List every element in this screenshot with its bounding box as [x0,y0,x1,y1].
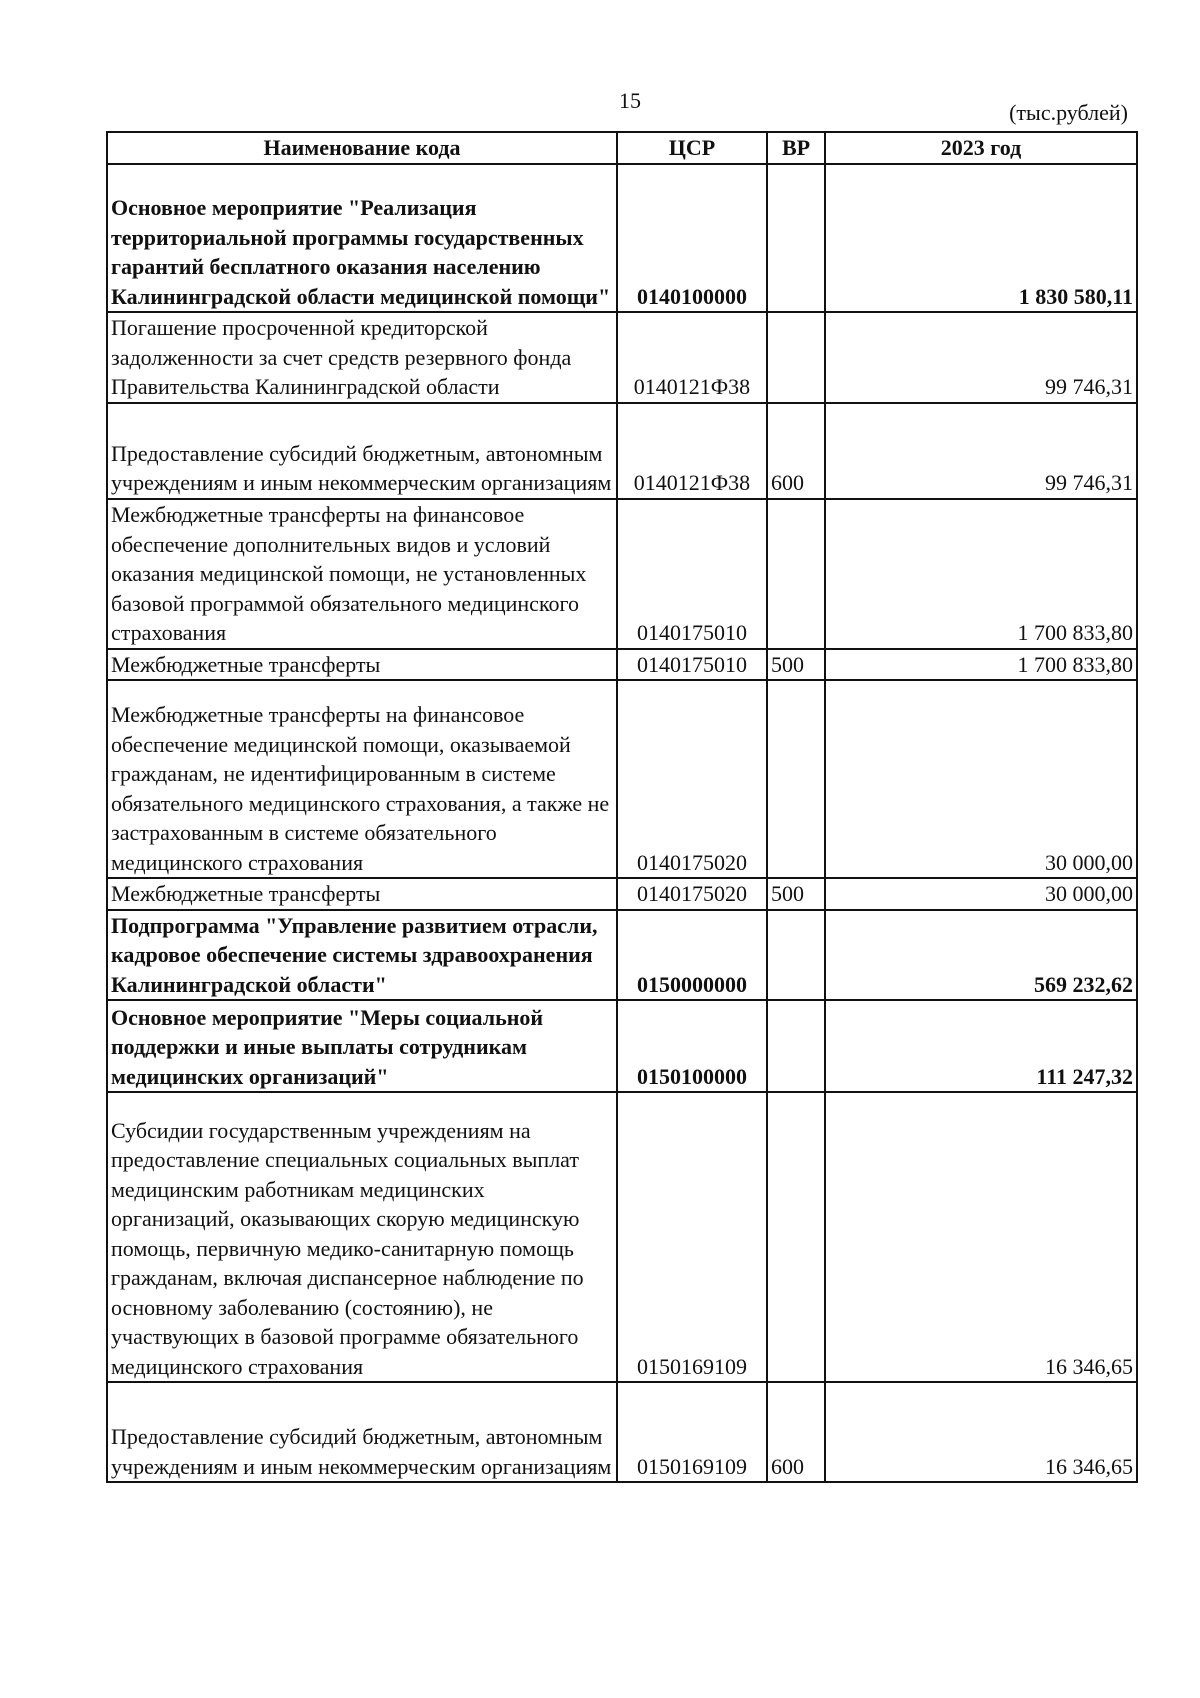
table-header-row [107,132,1137,164]
table-row [107,680,1137,878]
row-amount: 1 830 580,11 [825,164,1137,312]
row-csr: 0150100000 [617,1000,767,1092]
row-csr: 0140175020 [617,680,767,878]
row-vr: 600 [767,403,825,499]
table-row [107,403,1137,499]
table-row [107,164,1137,312]
header-vr: ВР [767,132,825,164]
row-name: Межбюджетные трансферты [107,649,617,681]
table-row [107,649,1137,681]
row-vr: 500 [767,878,825,910]
row-vr [767,312,825,403]
row-csr: 0150169109 [617,1382,767,1482]
row-name: Межбюджетные трансферты на финансовое обеспечение дополнительных видов и условий оказания медицинской помощи, не установленных базовой программой обязательного медицинского страхования [107,499,617,649]
row-amount: 16 346,65 [825,1092,1137,1382]
row-vr [767,1092,825,1382]
row-vr [767,164,825,312]
row-csr: 0140175020 [617,878,767,910]
row-amount: 30 000,00 [825,878,1137,910]
row-csr: 0150000000 [617,910,767,1001]
table-row [107,878,1137,910]
units-label: (тыс.рублей) [1009,100,1128,125]
header-year: 2023 год [825,132,1137,164]
page-number: 15 [619,88,641,113]
row-name: Предоставление субсидий бюджетным, автономным учреждениям и иным некоммерческим организациям [107,403,617,499]
row-csr: 0140121Ф38 [617,312,767,403]
row-csr: 0140100000 [617,164,767,312]
row-name: Межбюджетные трансферты на финансовое обеспечение медицинской помощи, оказываемой гражданам, не идентифицированным в системе обязательного медицинского страхования, а также не застрахованным в системе обязательного медицинского страхования [107,680,617,878]
row-amount: 569 232,62 [825,910,1137,1001]
table-row [107,910,1137,1001]
row-name: Межбюджетные трансферты [107,878,617,910]
table-row [107,312,1137,403]
row-amount: 1 700 833,80 [825,649,1137,681]
row-csr: 0140121Ф38 [617,403,767,499]
row-amount: 16 346,65 [825,1382,1137,1482]
row-csr: 0150169109 [617,1092,767,1382]
row-amount: 99 746,31 [825,403,1137,499]
row-vr [767,680,825,878]
row-name: Основное мероприятие "Меры социальной поддержки и иные выплаты сотрудникам медицинских организаций" [107,1000,617,1092]
header-csr: ЦСР [617,132,767,164]
budget-table [106,131,1138,1483]
header-name: Наименование кода [107,132,617,164]
row-vr [767,910,825,1001]
row-csr: 0140175010 [617,649,767,681]
row-name: Погашение просроченной кредиторской задолженности за счет средств резервного фонда Правительства Калининградской области [107,312,617,403]
row-vr [767,499,825,649]
row-name: Подпрограмма "Управление развитием отрасли, кадровое обеспечение системы здравоохранения Калининградской области" [107,910,617,1001]
row-amount: 111 247,32 [825,1000,1137,1092]
row-amount: 99 746,31 [825,312,1137,403]
row-csr: 0140175010 [617,499,767,649]
row-vr [767,1000,825,1092]
row-name: Основное мероприятие "Реализация территориальной программы государственных гарантий бесплатного оказания населению Калининградской области медицинской помощи" [107,164,617,312]
row-vr: 500 [767,649,825,681]
table-row [107,1092,1137,1382]
row-vr: 600 [767,1382,825,1482]
table-row [107,1000,1137,1092]
table-row [107,1382,1137,1482]
row-amount: 1 700 833,80 [825,499,1137,649]
row-name: Предоставление субсидий бюджетным, автономным учреждениям и иным некоммерческим организациям [107,1382,617,1482]
row-name: Субсидии государственным учреждениям на предоставление специальных социальных выплат медицинским работникам медицинских организаций, оказывающих скорую медицинскую помощь, первичную медико-санитарную помощь гражданам, включая диспансерное наблюдение по основному заболеванию (состоянию), не участвующих в базовой программе обязательного медицинского страхования [107,1092,617,1382]
table-row [107,499,1137,649]
row-amount: 30 000,00 [825,680,1137,878]
